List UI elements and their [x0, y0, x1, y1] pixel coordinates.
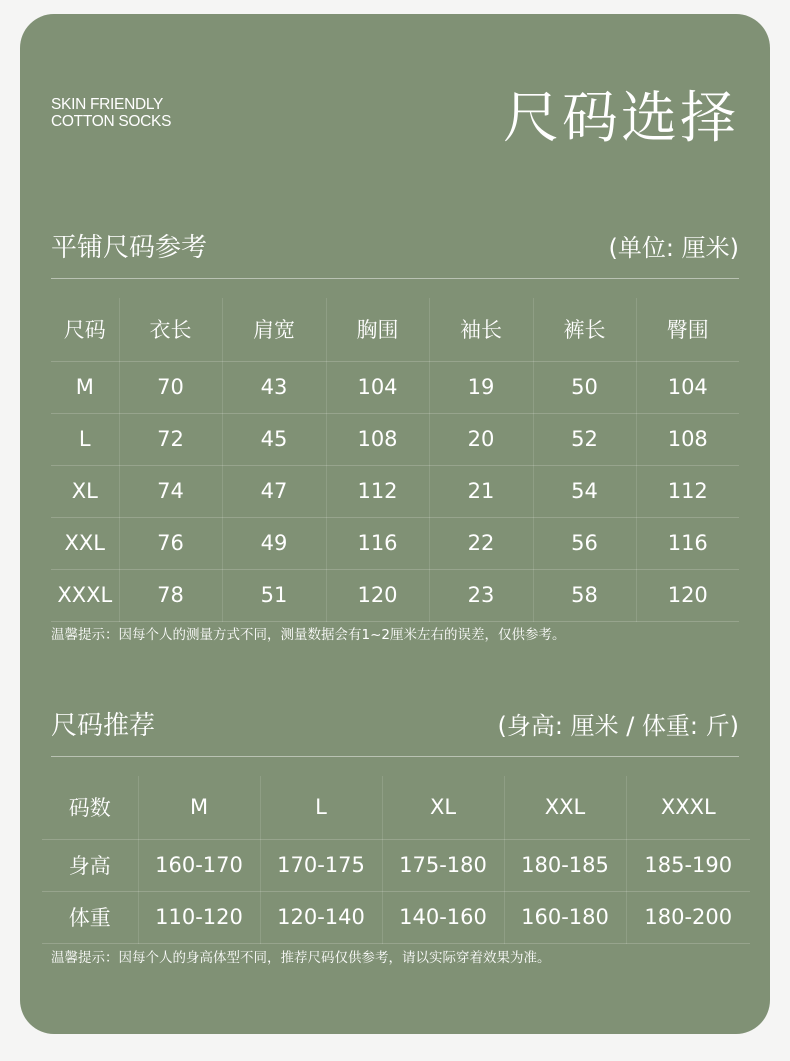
table-cell: 160-170: [138, 839, 260, 891]
table-cell: 120: [636, 569, 739, 621]
brand-text: [51, 96, 171, 130]
recommend-note: 温馨提示：因每个人的身高体型不同，推荐尺码仅供参考，请以实际穿着效果为准。: [51, 950, 551, 966]
table-row-label: M: [51, 361, 119, 413]
flat-section-unit: (单位: 厘米): [608, 234, 739, 262]
table-cell: 45: [222, 413, 326, 465]
table-cell: 160-180: [504, 891, 626, 943]
table-header-cell: 裤长: [533, 298, 636, 361]
table-row-label: XXL: [51, 517, 119, 569]
table-cell: 140-160: [382, 891, 504, 943]
table-cell: 22: [429, 517, 533, 569]
table-row: [42, 839, 750, 891]
table-row-label: XXXL: [51, 569, 119, 621]
recommend-section-unit: (身高: 厘米 / 体重: 斤): [497, 712, 739, 740]
table-cell: 120-140: [260, 891, 382, 943]
table-cell: 20: [429, 413, 533, 465]
table-row-label: 身高: [42, 839, 138, 891]
table-row: [51, 517, 739, 569]
table-header-cell: 臀围: [636, 298, 739, 361]
table-cell: 43: [222, 361, 326, 413]
size-chart-card: [20, 14, 770, 1034]
flat-note: 温馨提示：因每个人的测量方式不同，测量数据会有1~2厘米左右的误差，仅供参考。: [51, 627, 566, 643]
table-cell: 78: [119, 569, 222, 621]
table-cell: 110-120: [138, 891, 260, 943]
table-cell: 116: [326, 517, 429, 569]
table-cell: 116: [636, 517, 739, 569]
table-row: [51, 569, 739, 621]
recommend-section-divider: [51, 756, 739, 757]
table-header-row: [42, 776, 750, 839]
table-cell: 170-175: [260, 839, 382, 891]
table-row-label: XL: [51, 465, 119, 517]
table-cell: 56: [533, 517, 636, 569]
table-header-row: [51, 298, 739, 361]
table-header-cell: 肩宽: [222, 298, 326, 361]
table-header-cell: XL: [382, 776, 504, 839]
table-cell: 47: [222, 465, 326, 517]
table-header-cell: 码数: [42, 776, 138, 839]
table-header-cell: M: [138, 776, 260, 839]
table-header-cell: XXXL: [626, 776, 750, 839]
recommend-size-table: [42, 776, 750, 944]
table-cell: 58: [533, 569, 636, 621]
flat-size-table: [51, 298, 739, 622]
table-row-label: 体重: [42, 891, 138, 943]
table-row: [42, 891, 750, 943]
table-cell: 175-180: [382, 839, 504, 891]
table-cell: 104: [636, 361, 739, 413]
table-cell: 70: [119, 361, 222, 413]
table-header-cell: 胸围: [326, 298, 429, 361]
table-row: [51, 465, 739, 517]
table-cell: 112: [326, 465, 429, 517]
table-cell: 74: [119, 465, 222, 517]
table-cell: 19: [429, 361, 533, 413]
table-cell: 23: [429, 569, 533, 621]
table-cell: 51: [222, 569, 326, 621]
table-cell: 104: [326, 361, 429, 413]
table-row: [51, 361, 739, 413]
table-cell: 120: [326, 569, 429, 621]
flat-section-divider: [51, 278, 739, 279]
table-cell: 108: [636, 413, 739, 465]
table-cell: 76: [119, 517, 222, 569]
table-row-label: L: [51, 413, 119, 465]
table-cell: 50: [533, 361, 636, 413]
recommend-section-title: 尺码推荐: [51, 711, 156, 741]
table-header-cell: 尺码: [51, 298, 119, 361]
table-cell: 185-190: [626, 839, 750, 891]
table-row: [51, 413, 739, 465]
table-cell: 21: [429, 465, 533, 517]
table-cell: 108: [326, 413, 429, 465]
brand-line-1: SKIN FRIENDLY: [51, 96, 164, 113]
table-header-cell: L: [260, 776, 382, 839]
table-cell: 52: [533, 413, 636, 465]
table-cell: 54: [533, 465, 636, 517]
table-cell: 180-200: [626, 891, 750, 943]
table-header-cell: XXL: [504, 776, 626, 839]
table-header-cell: 衣长: [119, 298, 222, 361]
page-title: 尺码选择: [503, 86, 739, 151]
table-cell: 112: [636, 465, 739, 517]
table-cell: 72: [119, 413, 222, 465]
table-header-cell: 袖长: [429, 298, 533, 361]
table-cell: 49: [222, 517, 326, 569]
table-cell: 180-185: [504, 839, 626, 891]
brand-line-2: COTTON SOCKS: [51, 113, 172, 130]
flat-section-title: 平铺尺码参考: [51, 233, 208, 263]
